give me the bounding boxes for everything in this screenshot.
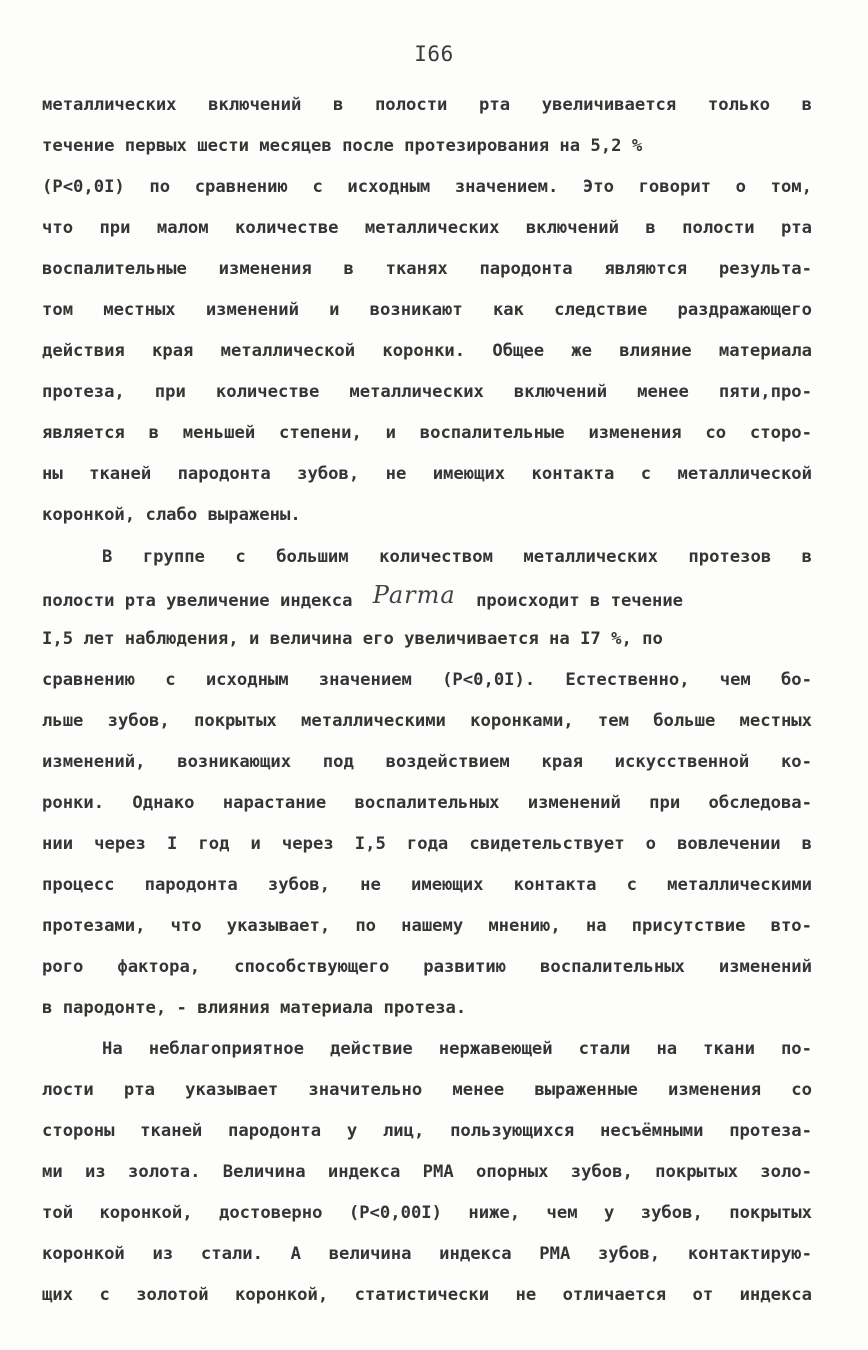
text-segment: полости рта увеличение индекса: [42, 591, 353, 611]
text-line: В группе с большим количеством металлических протезов в: [102, 547, 812, 567]
text-line: На неблагоприятное действие нержавеющей стали на ткани по-: [102, 1039, 812, 1059]
text-line: том местных изменений и возникают как следствие раздражающего: [42, 300, 812, 320]
text-line: ронки. Однако нарастание воспалительных изменений при обследова-: [42, 793, 812, 813]
text-line: (P<0,0I) по сравнению с исходным значением. Это говорит о том,: [42, 177, 812, 197]
text-line: нии через I год и через I,5 года свидетельствует о вовлечении в: [42, 834, 812, 854]
text-line: рого фактора, способствующего развитию воспалительных изменений: [42, 957, 812, 977]
text-segment: происходит в течение: [476, 591, 684, 611]
text-line: течение первых шести месяцев после протезирования на 5,2 %: [42, 136, 643, 156]
text-line: щих с золотой коронкой, статистически не отличается от индекса: [42, 1285, 812, 1305]
text-line: в пародонте, - влияния материала протеза.: [42, 998, 467, 1018]
text-line: является в меньшей степени, и воспалительные изменения со сторо-: [42, 423, 812, 443]
text-line: ны тканей пародонта зубов, не имеющих контакта с металлической: [42, 464, 812, 484]
text-line: протезами, что указывает, по нашему мнению, на присутствие вто-: [42, 916, 812, 936]
text-line: протеза, при количестве металлических включений менее пяти,про-: [42, 382, 812, 402]
text-line: сравнению с исходным значением (P<0,0I). Естественно, чем бо-: [42, 670, 812, 690]
text-line: изменений, возникающих под воздействием края искусственной ко-: [42, 752, 812, 772]
text-line: действия края металлической коронки. Общее же влияние материала: [42, 341, 812, 361]
page-number: I66: [414, 42, 454, 66]
text-line: коронкой из стали. А величина индекса РМА зубов, контактирую-: [42, 1244, 812, 1264]
text-line: ми из золота. Величина индекса РМА опорных зубов, покрытых золо-: [42, 1162, 812, 1182]
text-line: лости рта указывает значительно менее выраженные изменения со: [42, 1080, 812, 1100]
handwritten-word: Parma: [372, 581, 456, 609]
text-line: воспалительные изменения в тканях пародонта являются результа-: [42, 259, 812, 279]
text-line: I,5 лет наблюдения, и величина его увеличивается на I7 %, по: [42, 629, 663, 649]
text-line: коронкой, слабо выражены.: [42, 505, 301, 525]
text-line: металлических включений в полости рта увеличивается только в: [42, 95, 812, 115]
text-line: той коронкой, достоверно (P<0,00I) ниже, чем у зубов, покрытых: [42, 1203, 812, 1223]
text-line: процесс пародонта зубов, не имеющих контакта с металлическими: [42, 875, 812, 895]
text-line: что при малом количестве металлических включений в полости рта: [42, 218, 812, 238]
text-line: льше зубов, покрытых металлическими коронками, тем больше местных: [42, 711, 812, 731]
text-line: стороны тканей пародонта у лиц, пользующихся несъёмными протеза-: [42, 1121, 812, 1141]
text-line-with-handwriting: [42, 581, 812, 612]
